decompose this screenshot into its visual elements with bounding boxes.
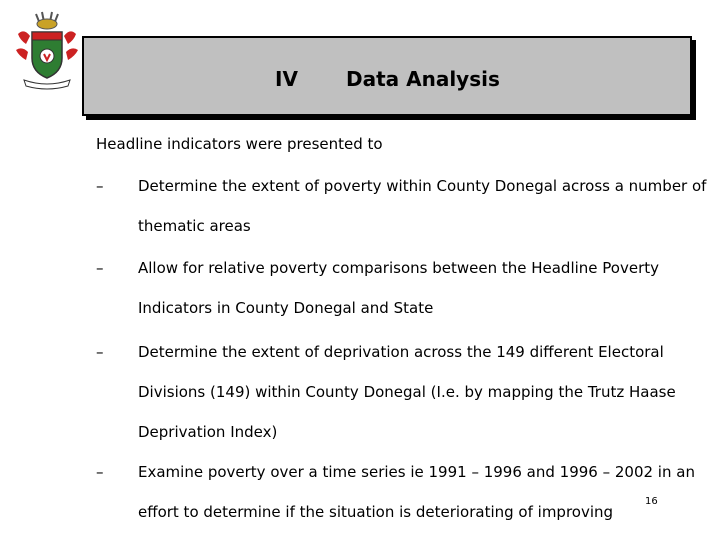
intro-text: Headline indicators were presented to xyxy=(96,135,383,153)
county-crest-icon xyxy=(14,10,80,90)
bullet-marker: – xyxy=(96,177,104,195)
title-number: IV xyxy=(275,67,298,91)
bullet-item: Determine the extent of deprivation across the 149 different Electoral Divisions (149) within County Donegal (I.e. by mapping the Trutz Haase Deprivation Index) xyxy=(138,343,676,441)
bullet-item: Examine poverty over a time series ie 1991 – 1996 and 1996 – 2002 in an effort to determine if the situation is deteriorating of improving xyxy=(138,463,695,521)
page-number: 16 xyxy=(645,496,658,507)
bullet-item: Determine the extent of poverty within County Donegal across a number of thematic areas xyxy=(138,177,707,235)
bullet-marker: – xyxy=(96,259,104,277)
bullet-marker: – xyxy=(96,463,104,481)
bullet-item: Allow for relative poverty comparisons between the Headline Poverty Indicators in County Donegal and State xyxy=(138,259,660,317)
page-title: Data Analysis xyxy=(346,67,500,91)
bullet-marker: – xyxy=(96,343,104,361)
title-box xyxy=(82,36,692,116)
